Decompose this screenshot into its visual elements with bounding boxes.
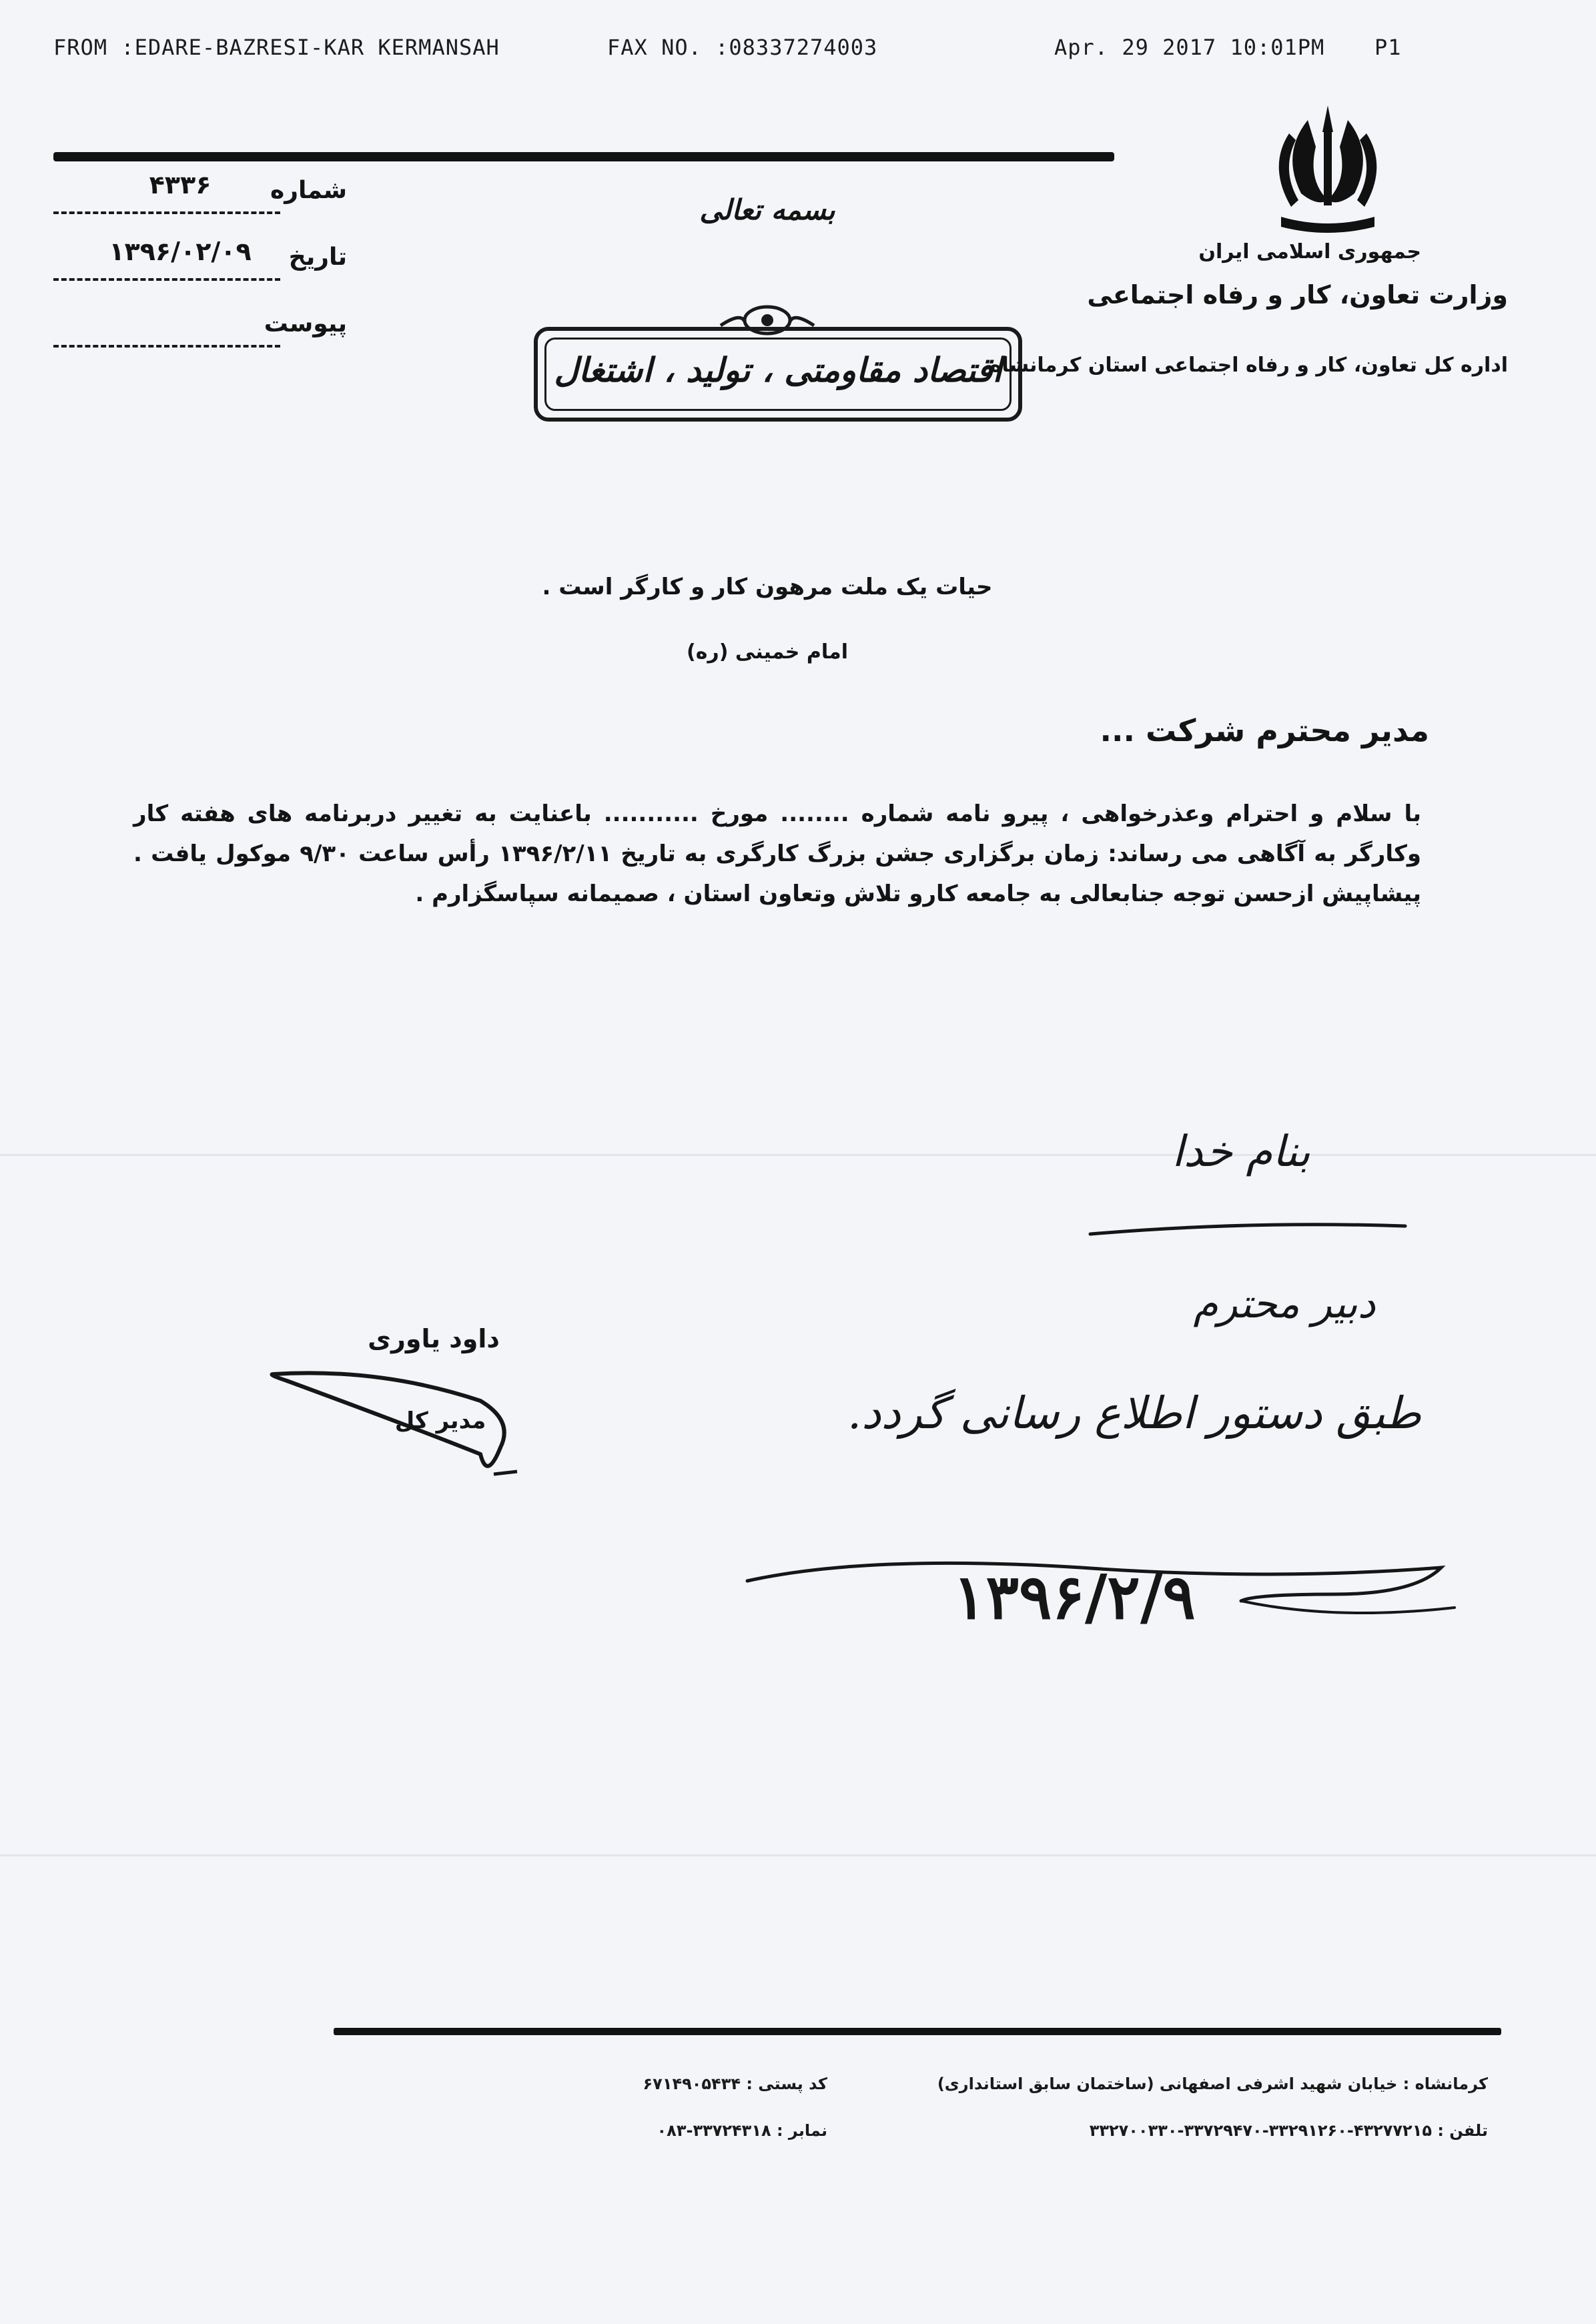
quote-author: امام خمینی (ره)	[687, 640, 848, 664]
fax-number: FAX NO. :08337274003	[607, 35, 878, 60]
handwritten-date: ۱۳۹۶/۲/۹	[953, 1561, 1196, 1633]
quote-text: حیات یک ملت مرهون کار و کارگر است .	[542, 574, 993, 600]
reference-date: ۱۳۹۶/۰۲/۰۹	[109, 237, 252, 266]
fax-from: FROM :EDARE-BAZRESI-KAR KERMANSAH	[53, 35, 500, 60]
reference-attachment	[80, 304, 280, 344]
letter-body: با سلام و احترام وعذرخواهی ، پیرو نامه شماره ........ مورخ ........... باعنایت به تغییر دربرنامه های هفته کار وکارگر به آگاهی می رساند: زمان برگزاری جشن بزرگ کارگری به تاریخ ۱۳۹۶/۲/۱۱ رأس ساعت ۹/۳۰ موکول یافت . پیشاپیش ازحسن توجه جنابعالی به جامعه کارو تلاش وتعاون استان ، صمیمانه سپاسگزارم .	[133, 800, 1422, 907]
reference-line	[53, 278, 280, 281]
fax-datetime: Apr. 29 2017 10:01PM	[1054, 35, 1325, 60]
footer-address: کرمانشاه : خیابان شهید اشرفی اصفهانی (ساختمان سابق استانداری)	[937, 2075, 1488, 2093]
handwritten-recipient: دبیر محترم	[1193, 1281, 1376, 1327]
fax-page: P1	[1374, 35, 1402, 60]
reference-line	[53, 211, 280, 214]
reference-line	[53, 345, 280, 348]
reference-block	[53, 163, 347, 384]
iran-emblem-icon	[1254, 93, 1401, 240]
reference-number: ۴۳۳۶	[149, 170, 212, 199]
header-rule	[53, 152, 1114, 161]
reference-date-label: تاریخ	[288, 243, 347, 271]
handwritten-invocation: بنام خدا	[1172, 1127, 1310, 1177]
reference-attachment-label: پیوست	[264, 310, 347, 338]
invocation: بسمه تعالی	[699, 193, 835, 226]
reference-date-row	[53, 237, 347, 290]
reference-attachment-row	[53, 304, 347, 357]
reference-number-row	[53, 170, 347, 223]
paper-fold	[0, 1854, 1596, 1856]
underline-stroke	[1088, 1214, 1408, 1241]
fax-header	[53, 35, 1415, 68]
paper-fold	[0, 1154, 1596, 1156]
signatory-name: داود یاوری	[368, 1324, 500, 1353]
handwritten-instruction: طبق دستور اطلاع رسانی گردد.	[847, 1387, 1421, 1439]
footer-postal: کد پستی : ۶۷۱۴۹۰۵۴۳۴	[643, 2075, 827, 2093]
footer-phones: تلفن : ۴۳۲۷۷۲۱۵-۳۳۲۹۱۲۶۰-۳۳۷۲۹۴۷۰-۳۳۲۷۰۰۳۳۰	[1089, 2121, 1488, 2140]
slogan-text: اقتصاد مقاومتی ، تولید ، اشتغال	[554, 351, 1002, 390]
department-name: اداره کل تعاون، کار و رفاه اجتماعی استان کرمانشاه	[989, 354, 1508, 377]
salutation: مدیر محترم شرکت ...	[1100, 712, 1429, 748]
slogan-banner	[534, 327, 1022, 422]
footer-rule	[334, 2028, 1501, 2035]
signatory-title: مدیر کل	[394, 1407, 486, 1434]
republic-name: جمهوری اسلامی ایران	[1198, 240, 1421, 263]
reference-number-label: شماره	[270, 177, 347, 204]
footer-fax: نمابر : ۳۳۷۲۴۳۱۸-۰۸۳	[657, 2121, 827, 2140]
ministry-name: وزارت تعاون، کار و رفاه اجتماعی	[1087, 280, 1508, 310]
